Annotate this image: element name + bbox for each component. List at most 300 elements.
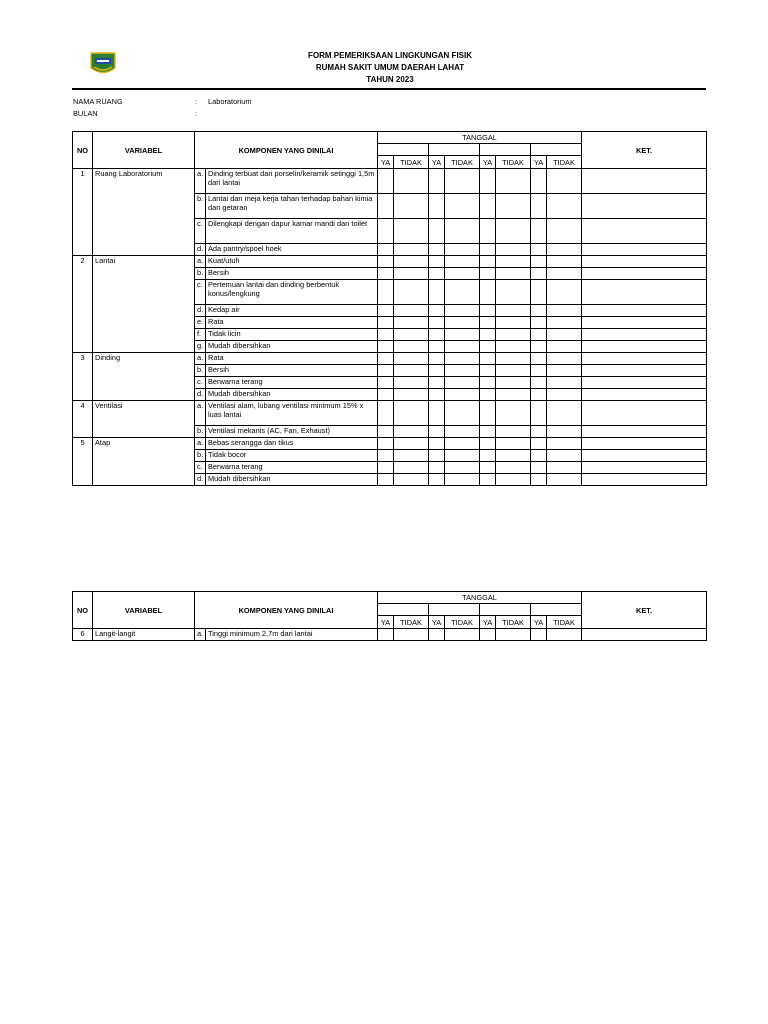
tidak-checkbox-cell[interactable]	[496, 219, 531, 244]
ya-checkbox-cell[interactable]	[378, 194, 394, 219]
bulan-sep: :	[195, 109, 198, 118]
tidak-checkbox-cell[interactable]	[445, 365, 480, 377]
ya-checkbox-cell[interactable]	[480, 426, 496, 438]
tidak-checkbox-cell[interactable]	[445, 629, 480, 641]
item-letter: a.	[195, 353, 206, 365]
tidak-checkbox-cell[interactable]	[496, 462, 531, 474]
tidak-checkbox-cell[interactable]	[445, 194, 480, 219]
tidak-checkbox-cell[interactable]	[547, 329, 582, 341]
ket-cell[interactable]	[582, 244, 707, 256]
tidak-checkbox-cell[interactable]	[394, 317, 429, 329]
item-letter: a.	[195, 169, 206, 194]
ya-checkbox-cell[interactable]	[480, 365, 496, 377]
ya-checkbox-cell[interactable]	[378, 450, 394, 462]
ya-checkbox-cell[interactable]	[480, 353, 496, 365]
ya-checkbox-cell[interactable]	[429, 377, 445, 389]
tidak-checkbox-cell[interactable]	[445, 389, 480, 401]
komponen-cell: Berwarna terang	[206, 377, 378, 389]
ya-checkbox-cell[interactable]	[378, 219, 394, 244]
ya-checkbox-cell[interactable]	[378, 256, 394, 268]
tidak-checkbox-cell[interactable]	[445, 244, 480, 256]
tidak-checkbox-cell[interactable]	[445, 280, 480, 305]
tidak-checkbox-cell[interactable]	[445, 450, 480, 462]
date-cell[interactable]	[480, 144, 531, 156]
ya-checkbox-cell[interactable]	[378, 329, 394, 341]
ket-cell[interactable]	[582, 169, 707, 194]
ya-checkbox-cell[interactable]	[531, 401, 547, 426]
ya-checkbox-cell[interactable]	[531, 438, 547, 450]
variabel-cell: Ventilasi	[93, 401, 195, 438]
ya-checkbox-cell[interactable]	[378, 244, 394, 256]
tidak-checkbox-cell[interactable]	[547, 365, 582, 377]
komponen-cell: Mudah dibersihkan	[206, 341, 378, 353]
tidak-checkbox-cell[interactable]	[445, 305, 480, 317]
ya-checkbox-cell[interactable]	[378, 169, 394, 194]
ya-checkbox-cell[interactable]	[429, 438, 445, 450]
tidak-checkbox-cell[interactable]	[394, 256, 429, 268]
ya-checkbox-cell[interactable]	[429, 341, 445, 353]
inspection-table	[72, 131, 707, 486]
komponen-cell: Bersih	[206, 268, 378, 280]
ket-cell[interactable]	[582, 462, 707, 474]
table-row	[73, 169, 707, 194]
tidak-checkbox-cell[interactable]	[496, 365, 531, 377]
hospital-name: RUMAH SAKIT UMUM DAERAH LAHAT	[315, 63, 465, 72]
variabel-cell: Langit-langit	[93, 629, 195, 641]
ya-checkbox-cell[interactable]	[480, 280, 496, 305]
komponen-cell: Dinding terbuat dari porselin/keramik setinggi 1,5m dari lantai	[206, 169, 378, 194]
tidak-checkbox-cell[interactable]	[547, 462, 582, 474]
komponen-cell: Pertemuan lantai dan dinding berbentuk konus/lengkung	[206, 280, 378, 305]
tidak-checkbox-cell[interactable]	[394, 329, 429, 341]
tidak-checkbox-cell[interactable]	[496, 268, 531, 280]
ya-checkbox-cell[interactable]	[480, 268, 496, 280]
date-cell[interactable]	[378, 604, 429, 616]
ya-checkbox-cell[interactable]	[531, 219, 547, 244]
tidak-checkbox-cell[interactable]	[394, 377, 429, 389]
ya-checkbox-cell[interactable]	[429, 317, 445, 329]
header-ya: YA	[429, 156, 445, 169]
row-number: 1	[73, 169, 93, 256]
tidak-checkbox-cell[interactable]	[445, 329, 480, 341]
tidak-checkbox-cell[interactable]	[394, 389, 429, 401]
form-year: TAHUN 2023	[366, 75, 414, 84]
ya-checkbox-cell[interactable]	[429, 169, 445, 194]
tidak-checkbox-cell[interactable]	[496, 377, 531, 389]
header-tidak: TIDAK	[445, 616, 480, 629]
header-tidak: TIDAK	[394, 616, 429, 629]
tidak-checkbox-cell[interactable]	[496, 341, 531, 353]
ya-checkbox-cell[interactable]	[531, 389, 547, 401]
header-ya: YA	[429, 616, 445, 629]
ya-checkbox-cell[interactable]	[480, 169, 496, 194]
komponen-cell: Lantai dan meja kerja tahan terhadap bahan kimia dan getaran	[206, 194, 378, 219]
tidak-checkbox-cell[interactable]	[547, 629, 582, 641]
header-ya: YA	[531, 156, 547, 169]
header-no: NO	[73, 592, 93, 629]
tidak-checkbox-cell[interactable]	[445, 426, 480, 438]
ya-checkbox-cell[interactable]	[378, 426, 394, 438]
table-row	[73, 353, 707, 365]
tidak-checkbox-cell[interactable]	[547, 256, 582, 268]
ya-checkbox-cell[interactable]	[531, 268, 547, 280]
ya-checkbox-cell[interactable]	[480, 450, 496, 462]
tidak-checkbox-cell[interactable]	[394, 169, 429, 194]
header-ya: YA	[531, 616, 547, 629]
tidak-checkbox-cell[interactable]	[496, 389, 531, 401]
ya-checkbox-cell[interactable]	[480, 377, 496, 389]
tidak-checkbox-cell[interactable]	[394, 341, 429, 353]
tidak-checkbox-cell[interactable]	[496, 305, 531, 317]
ya-checkbox-cell[interactable]	[480, 629, 496, 641]
tidak-checkbox-cell[interactable]	[547, 438, 582, 450]
ket-cell[interactable]	[582, 341, 707, 353]
ket-cell[interactable]	[582, 474, 707, 486]
tidak-checkbox-cell[interactable]	[445, 219, 480, 244]
ya-checkbox-cell[interactable]	[480, 341, 496, 353]
row-number: 2	[73, 256, 93, 353]
ya-checkbox-cell[interactable]	[378, 377, 394, 389]
header-ket: KET.	[582, 592, 707, 629]
item-letter: b.	[195, 365, 206, 377]
ya-checkbox-cell[interactable]	[378, 629, 394, 641]
tidak-checkbox-cell[interactable]	[496, 450, 531, 462]
tidak-checkbox-cell[interactable]	[445, 256, 480, 268]
nama-ruang-label: NAMA RUANG	[73, 97, 123, 106]
ya-checkbox-cell[interactable]	[429, 462, 445, 474]
komponen-cell: Ventilasi mekanis (AC, Fan, Exhaust)	[206, 426, 378, 438]
tidak-checkbox-cell[interactable]	[496, 629, 531, 641]
tidak-checkbox-cell[interactable]	[394, 305, 429, 317]
ket-cell[interactable]	[582, 438, 707, 450]
komponen-cell: Rata	[206, 317, 378, 329]
ya-checkbox-cell[interactable]	[378, 280, 394, 305]
tidak-checkbox-cell[interactable]	[547, 450, 582, 462]
ya-checkbox-cell[interactable]	[531, 305, 547, 317]
ya-checkbox-cell[interactable]	[378, 462, 394, 474]
ya-checkbox-cell[interactable]	[480, 219, 496, 244]
tidak-checkbox-cell[interactable]	[394, 353, 429, 365]
komponen-cell: Tidak licin	[206, 329, 378, 341]
ya-checkbox-cell[interactable]	[429, 474, 445, 486]
ket-cell[interactable]	[582, 629, 707, 641]
tidak-checkbox-cell[interactable]	[496, 401, 531, 426]
item-letter: c.	[195, 462, 206, 474]
ya-checkbox-cell[interactable]	[378, 268, 394, 280]
tidak-checkbox-cell[interactable]	[445, 268, 480, 280]
item-letter: g.	[195, 341, 206, 353]
tidak-checkbox-cell[interactable]	[394, 194, 429, 219]
komponen-cell: Berwarna terang	[206, 462, 378, 474]
table-row	[73, 438, 707, 450]
ya-checkbox-cell[interactable]	[531, 329, 547, 341]
ket-cell[interactable]	[582, 426, 707, 438]
item-letter: c.	[195, 219, 206, 244]
ya-checkbox-cell[interactable]	[378, 438, 394, 450]
ya-checkbox-cell[interactable]	[429, 353, 445, 365]
variabel-cell: Atap	[93, 438, 195, 486]
komponen-cell: Kuat/utuh	[206, 256, 378, 268]
ya-checkbox-cell[interactable]	[531, 169, 547, 194]
rsud-lahat-logo	[88, 51, 118, 77]
komponen-cell: Tidak bocor	[206, 450, 378, 462]
ya-checkbox-cell[interactable]	[531, 365, 547, 377]
tidak-checkbox-cell[interactable]	[445, 401, 480, 426]
tidak-checkbox-cell[interactable]	[394, 426, 429, 438]
item-letter: f.	[195, 329, 206, 341]
header-tidak: TIDAK	[445, 156, 480, 169]
item-letter: a.	[195, 401, 206, 426]
ket-cell[interactable]	[582, 365, 707, 377]
form-title: FORM PEMERIKSAAN LINGKUNGAN FISIK	[308, 51, 472, 60]
ya-checkbox-cell[interactable]	[429, 280, 445, 305]
tidak-checkbox-cell[interactable]	[394, 268, 429, 280]
tidak-checkbox-cell[interactable]	[496, 169, 531, 194]
komponen-cell: Rata	[206, 353, 378, 365]
ket-cell[interactable]	[582, 256, 707, 268]
ya-checkbox-cell[interactable]	[378, 305, 394, 317]
item-letter: d.	[195, 244, 206, 256]
tidak-checkbox-cell[interactable]	[394, 401, 429, 426]
ya-checkbox-cell[interactable]	[480, 317, 496, 329]
ya-checkbox-cell[interactable]	[429, 329, 445, 341]
komponen-cell: Ventilasi alam, lubang ventilasi minimum 15% x luas lantai	[206, 401, 378, 426]
ya-checkbox-cell[interactable]	[429, 365, 445, 377]
komponen-cell: Bersih	[206, 365, 378, 377]
ket-cell[interactable]	[582, 450, 707, 462]
item-letter: b.	[195, 426, 206, 438]
tidak-checkbox-cell[interactable]	[394, 280, 429, 305]
ya-checkbox-cell[interactable]	[429, 401, 445, 426]
tidak-checkbox-cell[interactable]	[496, 280, 531, 305]
tidak-checkbox-cell[interactable]	[445, 353, 480, 365]
tidak-checkbox-cell[interactable]	[547, 169, 582, 194]
tidak-checkbox-cell[interactable]	[394, 438, 429, 450]
date-cell[interactable]	[531, 144, 582, 156]
ya-checkbox-cell[interactable]	[531, 426, 547, 438]
ket-cell[interactable]	[582, 401, 707, 426]
tidak-checkbox-cell[interactable]	[445, 462, 480, 474]
ya-checkbox-cell[interactable]	[480, 401, 496, 426]
header-ya: YA	[480, 616, 496, 629]
ket-cell[interactable]	[582, 377, 707, 389]
tidak-checkbox-cell[interactable]	[394, 629, 429, 641]
header-tidak: TIDAK	[496, 156, 531, 169]
item-letter: d.	[195, 474, 206, 486]
tidak-checkbox-cell[interactable]	[547, 194, 582, 219]
ket-cell[interactable]	[582, 329, 707, 341]
ya-checkbox-cell[interactable]	[531, 280, 547, 305]
tidak-checkbox-cell[interactable]	[496, 353, 531, 365]
tidak-checkbox-cell[interactable]	[496, 317, 531, 329]
inspection-table-continued	[72, 591, 707, 641]
tidak-checkbox-cell[interactable]	[496, 438, 531, 450]
variabel-cell: Ruang Laboratorium	[93, 169, 195, 256]
tidak-checkbox-cell[interactable]	[496, 426, 531, 438]
ket-cell[interactable]	[582, 219, 707, 244]
item-letter: b.	[195, 268, 206, 280]
ket-cell[interactable]	[582, 353, 707, 365]
komponen-cell: Ada pantry/spoel hoek	[206, 244, 378, 256]
ya-checkbox-cell[interactable]	[531, 256, 547, 268]
header-ya: YA	[378, 156, 394, 169]
header-no: NO	[73, 132, 93, 169]
tidak-checkbox-cell[interactable]	[496, 194, 531, 219]
table-row	[73, 256, 707, 268]
tidak-checkbox-cell[interactable]	[394, 244, 429, 256]
komponen-cell: Tinggi minimum 2,7m dari lantai	[206, 629, 378, 641]
ya-checkbox-cell[interactable]	[429, 244, 445, 256]
header-tidak: TIDAK	[496, 616, 531, 629]
ya-checkbox-cell[interactable]	[378, 317, 394, 329]
item-letter: d.	[195, 305, 206, 317]
ya-checkbox-cell[interactable]	[429, 256, 445, 268]
header-tidak: TIDAK	[394, 156, 429, 169]
ket-cell[interactable]	[582, 268, 707, 280]
ya-checkbox-cell[interactable]	[480, 474, 496, 486]
ya-checkbox-cell[interactable]	[531, 450, 547, 462]
tidak-checkbox-cell[interactable]	[547, 401, 582, 426]
header-komponen: KOMPONEN YANG DINILAI	[195, 592, 378, 629]
tidak-checkbox-cell[interactable]	[547, 426, 582, 438]
tidak-checkbox-cell[interactable]	[547, 317, 582, 329]
ya-checkbox-cell[interactable]	[480, 329, 496, 341]
komponen-cell: Bebas serangga dan tikus	[206, 438, 378, 450]
ya-checkbox-cell[interactable]	[480, 194, 496, 219]
bulan-label: BULAN	[73, 109, 98, 118]
tidak-checkbox-cell[interactable]	[547, 219, 582, 244]
ya-checkbox-cell[interactable]	[378, 389, 394, 401]
tidak-checkbox-cell[interactable]	[496, 244, 531, 256]
header-tidak: TIDAK	[547, 156, 582, 169]
tidak-checkbox-cell[interactable]	[496, 329, 531, 341]
item-letter: e.	[195, 317, 206, 329]
date-cell[interactable]	[429, 604, 480, 616]
ya-checkbox-cell[interactable]	[429, 194, 445, 219]
ket-cell[interactable]	[582, 389, 707, 401]
date-cell[interactable]	[480, 604, 531, 616]
ya-checkbox-cell[interactable]	[429, 268, 445, 280]
ket-cell[interactable]	[582, 280, 707, 305]
ya-checkbox-cell[interactable]	[531, 377, 547, 389]
item-letter: c.	[195, 280, 206, 305]
tidak-checkbox-cell[interactable]	[547, 389, 582, 401]
ya-checkbox-cell[interactable]	[429, 426, 445, 438]
tidak-checkbox-cell[interactable]	[547, 305, 582, 317]
tidak-checkbox-cell[interactable]	[394, 450, 429, 462]
ya-checkbox-cell[interactable]	[480, 438, 496, 450]
ya-checkbox-cell[interactable]	[378, 365, 394, 377]
tidak-checkbox-cell[interactable]	[394, 462, 429, 474]
tidak-checkbox-cell[interactable]	[445, 341, 480, 353]
tidak-checkbox-cell[interactable]	[496, 474, 531, 486]
header-komponen: KOMPONEN YANG DINILAI	[195, 132, 378, 169]
ya-checkbox-cell[interactable]	[531, 194, 547, 219]
date-cell[interactable]	[531, 604, 582, 616]
ya-checkbox-cell[interactable]	[378, 474, 394, 486]
header-variabel: VARIABEL	[93, 132, 195, 169]
ya-checkbox-cell[interactable]	[531, 462, 547, 474]
item-letter: d.	[195, 389, 206, 401]
tidak-checkbox-cell[interactable]	[394, 365, 429, 377]
ya-checkbox-cell[interactable]	[531, 341, 547, 353]
header-ket: KET.	[582, 132, 707, 169]
ya-checkbox-cell[interactable]	[480, 389, 496, 401]
komponen-cell: Kedap air	[206, 305, 378, 317]
tidak-checkbox-cell[interactable]	[445, 317, 480, 329]
ya-checkbox-cell[interactable]	[480, 256, 496, 268]
ya-checkbox-cell[interactable]	[429, 629, 445, 641]
ya-checkbox-cell[interactable]	[531, 474, 547, 486]
komponen-cell: Mudah dibersihkan	[206, 389, 378, 401]
header-tidak: TIDAK	[547, 616, 582, 629]
tidak-checkbox-cell[interactable]	[445, 169, 480, 194]
row-number: 5	[73, 438, 93, 486]
ya-checkbox-cell[interactable]	[531, 244, 547, 256]
ya-checkbox-cell[interactable]	[531, 629, 547, 641]
tidak-checkbox-cell[interactable]	[394, 219, 429, 244]
tidak-checkbox-cell[interactable]	[547, 280, 582, 305]
ya-checkbox-cell[interactable]	[429, 305, 445, 317]
tidak-checkbox-cell[interactable]	[445, 438, 480, 450]
ya-checkbox-cell[interactable]	[531, 317, 547, 329]
item-letter: a.	[195, 629, 206, 641]
tidak-checkbox-cell[interactable]	[547, 244, 582, 256]
nama-ruang-value[interactable]: Laboratorium	[208, 97, 252, 106]
komponen-cell: Mudah dibersihkan	[206, 474, 378, 486]
tidak-checkbox-cell[interactable]	[547, 377, 582, 389]
date-cell[interactable]	[429, 144, 480, 156]
ya-checkbox-cell[interactable]	[531, 353, 547, 365]
ya-checkbox-cell[interactable]	[429, 219, 445, 244]
item-letter: b.	[195, 194, 206, 219]
item-letter: b.	[195, 450, 206, 462]
header-variabel: VARIABEL	[93, 592, 195, 629]
tidak-checkbox-cell[interactable]	[547, 268, 582, 280]
tidak-checkbox-cell[interactable]	[445, 474, 480, 486]
ya-checkbox-cell[interactable]	[480, 305, 496, 317]
tidak-checkbox-cell[interactable]	[547, 474, 582, 486]
ket-cell[interactable]	[582, 317, 707, 329]
header-ya: YA	[480, 156, 496, 169]
table-row	[73, 401, 707, 426]
ya-checkbox-cell[interactable]	[378, 401, 394, 426]
tidak-checkbox-cell[interactable]	[547, 353, 582, 365]
komponen-cell: Dilengkapi dengan dapur kamar mandi dan toilet	[206, 219, 378, 244]
ya-checkbox-cell[interactable]	[480, 244, 496, 256]
row-number: 4	[73, 401, 93, 438]
ya-checkbox-cell[interactable]	[480, 462, 496, 474]
date-cell[interactable]	[378, 144, 429, 156]
tidak-checkbox-cell[interactable]	[394, 474, 429, 486]
ket-cell[interactable]	[582, 194, 707, 219]
header-ya: YA	[378, 616, 394, 629]
item-letter: a.	[195, 438, 206, 450]
tidak-checkbox-cell[interactable]	[445, 377, 480, 389]
nama-ruang-sep: :	[195, 97, 198, 106]
ya-checkbox-cell[interactable]	[429, 450, 445, 462]
ya-checkbox-cell[interactable]	[378, 341, 394, 353]
header-divider	[72, 88, 706, 90]
item-letter: c.	[195, 377, 206, 389]
tidak-checkbox-cell[interactable]	[496, 256, 531, 268]
ya-checkbox-cell[interactable]	[378, 353, 394, 365]
variabel-cell: Dinding	[93, 353, 195, 401]
ya-checkbox-cell[interactable]	[429, 389, 445, 401]
tidak-checkbox-cell[interactable]	[547, 341, 582, 353]
table-row	[73, 629, 707, 641]
ket-cell[interactable]	[582, 305, 707, 317]
